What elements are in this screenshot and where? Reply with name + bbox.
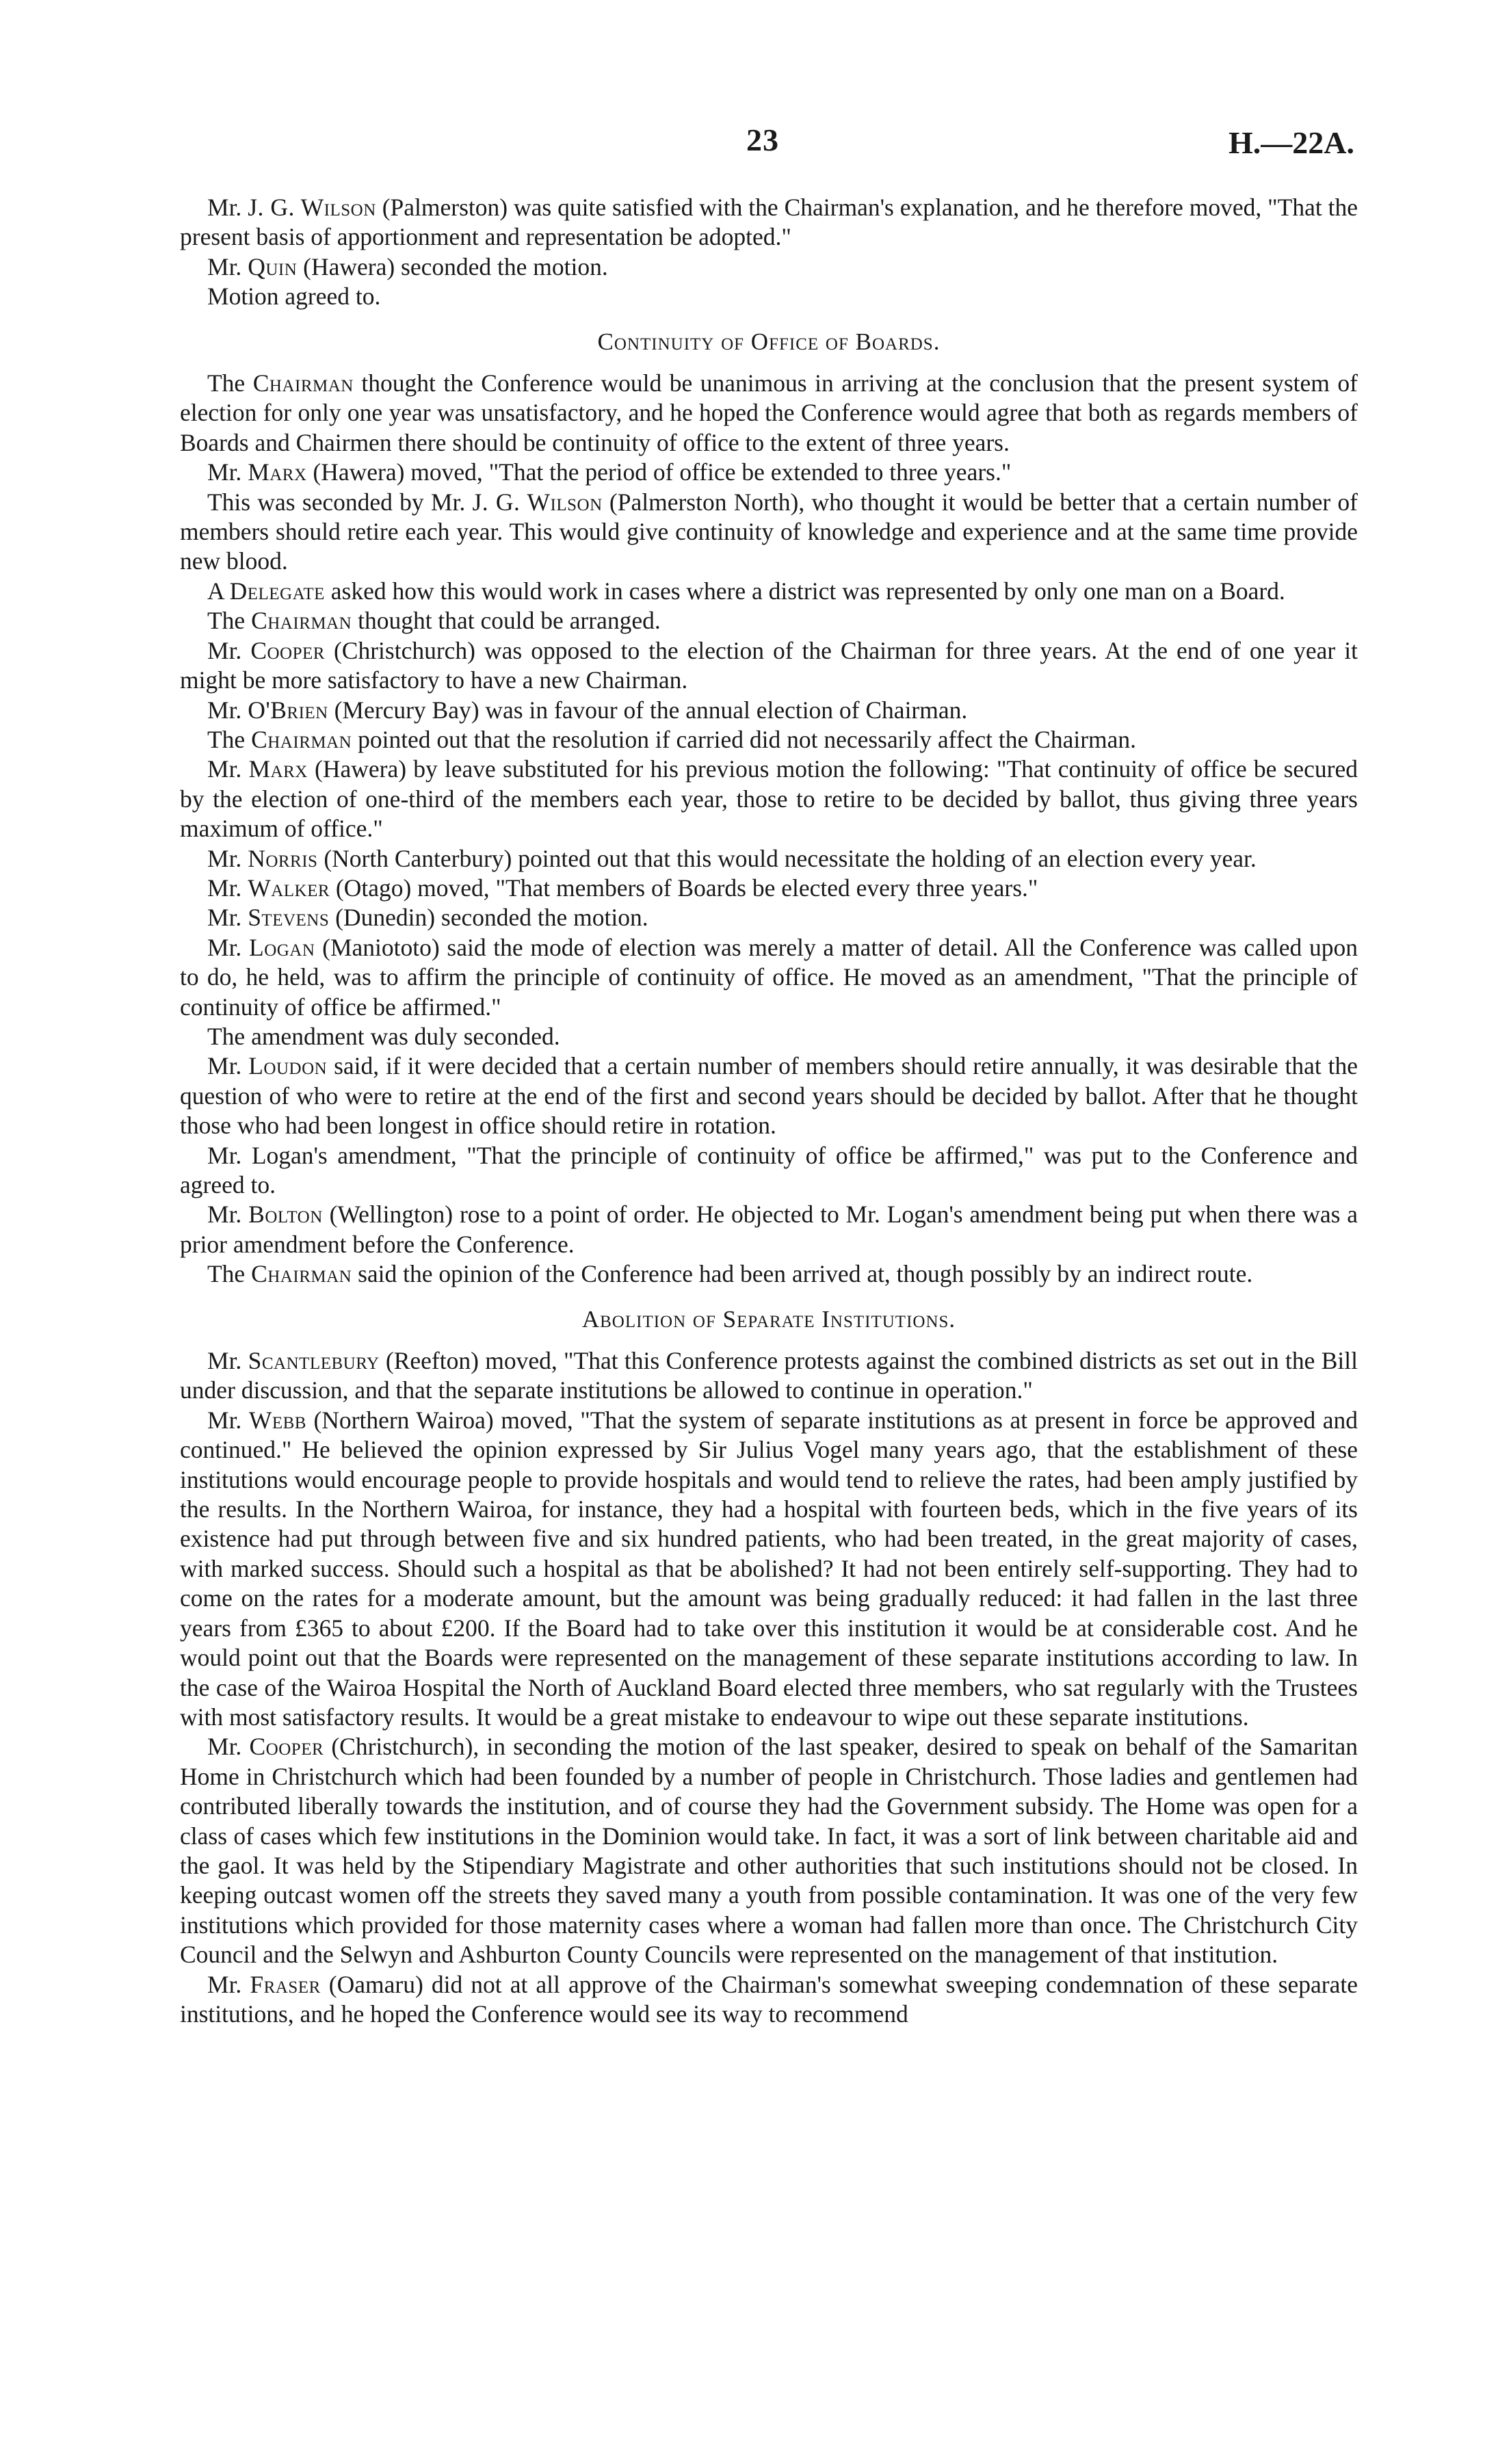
section-heading: Abolition of Separate Institutions. [581, 1305, 956, 1333]
speaker-name: Marx [248, 458, 307, 486]
body-paragraph [180, 1259, 1358, 1289]
speaker-prefix: Mr. [207, 1347, 248, 1375]
paragraph-text: (Maniototo) said the mode of election was merely a matter of detail. All the Conference was called upon to do, he held, was to affirm the principle of continuity of office. He moved as an amendment, "That the principle of continuity of office be affirmed." [180, 933, 1358, 1021]
paragraph-text: (Palmerston North), who thought it would be better that a certain number of members should retire each year. This would give continuity of knowledge and experience and at the same time provide new blood. [180, 488, 1358, 575]
speaker-name: Chairman [251, 607, 352, 635]
speaker-prefix: Mr. [207, 696, 248, 724]
paragraph-text: (Hawera) seconded the motion. [297, 252, 608, 280]
body-paragraph [180, 193, 1358, 252]
speaker-name: Logan [249, 933, 315, 961]
body-paragraph [180, 844, 1358, 874]
speaker-prefix: Mr. [207, 1406, 249, 1434]
body-paragraph [180, 1141, 1358, 1201]
speaker-name: Cooper [250, 636, 325, 664]
section-heading: Continuity of Office of Boards. [597, 328, 941, 355]
speaker-name: Loudon [248, 1052, 328, 1080]
speaker-prefix: The [207, 725, 252, 753]
speaker-prefix: Mr. [207, 636, 251, 664]
speaker-name: Chairman [251, 1260, 352, 1288]
speaker-name: Stevens [248, 904, 330, 932]
body-paragraph [180, 1346, 1358, 1406]
body-paragraph [180, 577, 1358, 606]
speaker-prefix: The [207, 369, 253, 397]
speaker-prefix: Mr. [207, 458, 248, 486]
speaker-name: J. G. Wilson [248, 194, 376, 221]
body-paragraph [180, 1200, 1358, 1259]
paragraph-text: (Northern Wairoa) moved, "That the system of separate institutions as at present in force be approved and continued." He believed the opinion expressed by Sir Julius Vogel many years ago, that the establishment of these institutions would encourage people to provide hospitals and would tend to relieve the rates, had been amply justified by the results. In the Northern Wairoa, for instance, they had a hospital with fourteen beds, which in the five years of its existence had put through between five and six hundred patients, who had been treated, in the great majority of cases, with marked success. Should such a hospital as that be abolished? It had not been entirely self-supporting. They had to come on the rates for a moderate amount, but the amount was being gradually reduced: it had fallen in the last three years from £365 to about £200. If the Board had to take over this institution it would be at considerable cost. And he would point out that the Boards were represented on the management of these separate institutions according to law. In the case of the Wairoa Hospital the North of Auckland Board elected three members, who sat regularly with the Trustees with most satisfactory results. It would be a great mistake to endeavour to wipe out these separate institutions. [180, 1406, 1358, 1731]
speaker-name: Chairman [252, 369, 354, 397]
paragraph-text: (North Canterbury) pointed out that this would necessitate the holding of an election every year. [317, 844, 1257, 872]
speaker-prefix: Mr. [207, 874, 248, 902]
page-number: 23 [746, 122, 779, 157]
speaker-prefix: Mr. [207, 933, 250, 961]
speaker-name: Marx [248, 755, 308, 783]
speaker-name: Fraser [250, 1970, 321, 1998]
body-paragraph [180, 1970, 1358, 2030]
paragraph-text: (Palmerston) was quite satisfied with the Chairman's explanation, and he therefore moved, "That the present basis of apportionment and representation be adopted." [180, 194, 1358, 251]
speaker-prefix: Mr. [207, 252, 248, 280]
paragraph-text: (Otago) moved, "That members of Boards be elected every three years." [330, 874, 1038, 902]
speaker-prefix: This was seconded by Mr. [207, 488, 473, 516]
paragraph-text: (Hawera) moved, "That the period of office be extended to three years." [306, 458, 1012, 486]
paragraph-text: asked how this would work in cases where a district was represented by only one man on a Board. [324, 577, 1285, 605]
speaker-prefix: Mr. [207, 1733, 250, 1761]
paragraph-text: Motion agreed to. [207, 283, 381, 311]
paragraph-text: (Christchurch), in seconding the motion of the last speaker, desired to speak on behalf of the Samaritan Home in Christchurch which had been founded by a number of people in Christchurch. Those ladies and gentlemen had contributed liberally towards the institution, and of course they had the Government subsidy. The Home was open for a class of cases which few institutions in the Dominion would take. In fact, it was a sort of link between charitable aid and the gaol. It was held by the Stipendiary Magistrate and other authorities that such institutions should not be closed. In keeping outcast women off the streets they saved many a youth from possible contamination. It was one of the very few institutions which provided for those maternity cases where a woman had fallen more than once. The Christchurch City Council and the Selwyn and Ashburton County Councils were represented on the management of that institution. [180, 1733, 1358, 1969]
speaker-name: Quin [248, 252, 298, 280]
speaker-prefix: A [207, 577, 230, 605]
body-paragraph [180, 903, 1358, 932]
body-paragraph [180, 369, 1358, 458]
body-paragraph [180, 1406, 1358, 1732]
body-paragraph [180, 755, 1358, 843]
body-paragraph [180, 1732, 1358, 1969]
speaker-name: Delegate [229, 577, 325, 605]
speaker-name: Webb [248, 1406, 306, 1434]
paragraph-text: said the opinion of the Conference had been arrived at, though possibly by an indirect route. [352, 1260, 1253, 1288]
paragraph-text: (Wellington) rose to a point of order. He objected to Mr. Logan's amendment being put when there was a prior amendment before the Conference. [180, 1201, 1358, 1258]
speaker-name: Scantlebury [248, 1347, 380, 1375]
body-paragraph [180, 933, 1358, 1022]
speaker-prefix: Mr. [207, 1052, 249, 1080]
paragraph-text: (Oamaru) did not at all approve of the Chairman's somewhat sweeping condemnation of these separate institutions, and he hoped the Conference would see its way to recommend [180, 1970, 1358, 2028]
body-paragraph [180, 252, 1358, 282]
body-paragraph [180, 458, 1358, 487]
document-body [180, 193, 1358, 2029]
speaker-prefix: Mr. [207, 194, 248, 221]
speaker-prefix: Mr. [207, 904, 248, 932]
body-paragraph [180, 1022, 1358, 1051]
paragraph-text: (Hawera) by leave substituted for his previous motion the following: "That continuity of office be secured by the election of one-third of the members each year, those to retire to be decided by ballot, thus giving three years maximum of office." [180, 755, 1358, 843]
speaker-name: J. G. Wilson [472, 488, 603, 516]
speaker-prefix: Mr. [207, 755, 249, 783]
paragraph-text: Mr. Logan's amendment, "That the principle of continuity of office be affirmed," was put to the Conference and agreed to. [180, 1141, 1358, 1198]
speaker-name: Norris [248, 844, 318, 872]
paragraph-text: (Dunedin) seconded the motion. [329, 904, 648, 932]
paragraph-text: said, if it were decided that a certain number of members should retire annually, it was desirable that the question of who were to retire at the end of the first and second years should be decided by ballot. After that he thought those who had been longest in office should retire in rotation. [180, 1052, 1358, 1140]
paragraph-text: The amendment was duly seconded. [207, 1022, 560, 1050]
body-paragraph [180, 874, 1358, 903]
speaker-name: O'Brien [248, 696, 328, 724]
paragraph-text: thought that could be arranged. [352, 607, 661, 635]
speaker-name: Walker [248, 874, 330, 902]
speaker-prefix: The [207, 1260, 252, 1288]
body-paragraph [180, 1051, 1358, 1140]
speaker-name: Cooper [249, 1733, 324, 1761]
body-paragraph [180, 606, 1358, 635]
body-paragraph [180, 282, 1358, 311]
body-paragraph [180, 636, 1358, 696]
speaker-prefix: Mr. [207, 1201, 249, 1229]
speaker-prefix: Mr. [207, 844, 248, 872]
body-paragraph [180, 696, 1358, 725]
speaker-prefix: The [207, 607, 252, 635]
speaker-name: Chairman [251, 725, 352, 753]
paragraph-text: thought the Conference would be unanimous in arriving at the conclusion that the present system of election for only one year was unsatisfactory, and he hoped the Conference would agree that both as regards members of Boards and Chairmen there should be continuity of office to the extent of three years. [180, 369, 1358, 456]
paragraph-text: pointed out that the resolution if carried did not necessarily affect the Chairman. [352, 725, 1137, 753]
speaker-prefix: Mr. [207, 1970, 250, 1998]
paragraph-text: (Christchurch) was opposed to the election of the Chairman for three years. At the end of one year it might be more satisfactory to have a new Chairman. [180, 636, 1358, 694]
body-paragraph [180, 488, 1358, 577]
document-reference: H.—22A. [1228, 125, 1354, 160]
paragraph-text: (Mercury Bay) was in favour of the annual election of Chairman. [328, 696, 968, 724]
body-paragraph [180, 725, 1358, 755]
speaker-name: Bolton [248, 1201, 323, 1229]
paragraph-text: (Reefton) moved, "That this Conference protests against the combined districts as set out in the Bill under discussion, and that the separate institutions be allowed to continue in operation." [180, 1347, 1358, 1404]
